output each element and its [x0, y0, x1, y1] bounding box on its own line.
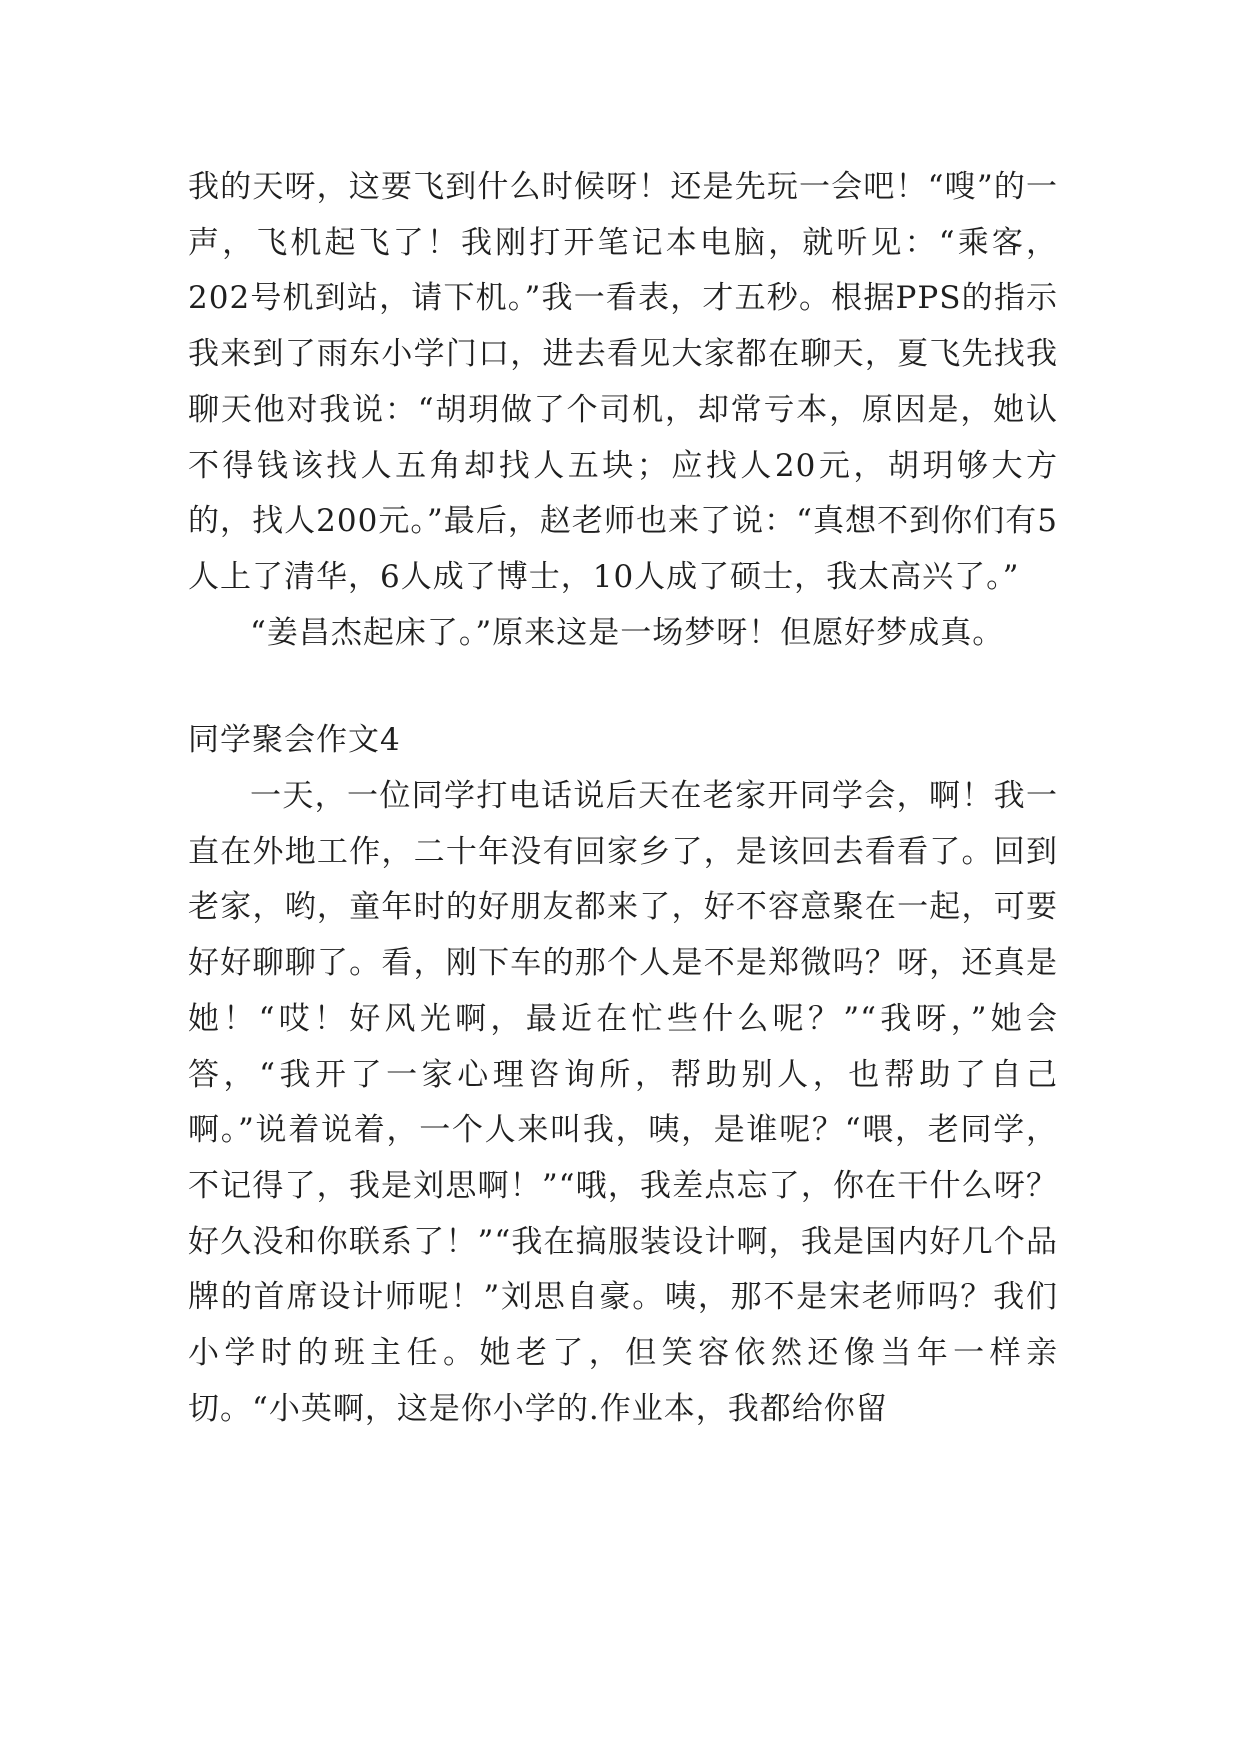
paragraph-reunion-story: 一天，一位同学打电话说后天在老家开同学会，啊！我一直在外地工作，二十年没有回家乡了，是该回去看看了。回到老家，哟，童年时的好朋友都来了，好不容意聚在一起，可要好好聊聊了。看，刚下车的那个人是不是郑微吗？呀，还真是她！“哎！好风光啊，最近在忙些什么呢？”“我呀，”她会答，“我开了一家心理咨询所，帮助别人，也帮助了自己啊。”说着说着，一个人来叫我，咦，是谁呢？“喂，老同学，不记得了，我是刘思啊！”“哦，我差点忘了，你在干什么呀？好久没和你联系了！”“我在搞服装设计啊，我是国内好几个品牌的首席设计师呢！”刘思自豪。咦，那不是宋老师吗？我们小学时的班主任。她老了，但笑容依然还像当年一样亲切。“小英啊，这是你小学的.作业本，我都给你留: [188, 778, 1058, 1427]
paragraph-dream-ending: “姜昌杰起床了。”原来这是一场梦呀！但愿好梦成真。: [250, 614, 1005, 651]
section-title: 同学聚会作文4: [188, 722, 401, 759]
paragraph-dream-story: 我的天呀，这要飞到什么时候呀！还是先玩一会吧！“嗖”的一声，飞机起飞了！我刚打开笔记本电脑，就听见：“乘客，202号机到站，请下机。”我一看表，才五秒。根据PPS的指示我来到了雨东小学门口，进去看见大家都在聊天，夏飞先找我聊天他对我说：“胡玥做了个司机，却常亏本，原因是，她认不得钱该找人五角却找人五块；应找人20元，胡玥够大方的，找人200元。”最后，赵老师也来了说：“真想不到你们有5人上了清华，6人成了博士，10人成了硕士，我太高兴了。”: [188, 169, 1058, 595]
document-page: [188, 160, 1058, 1437]
